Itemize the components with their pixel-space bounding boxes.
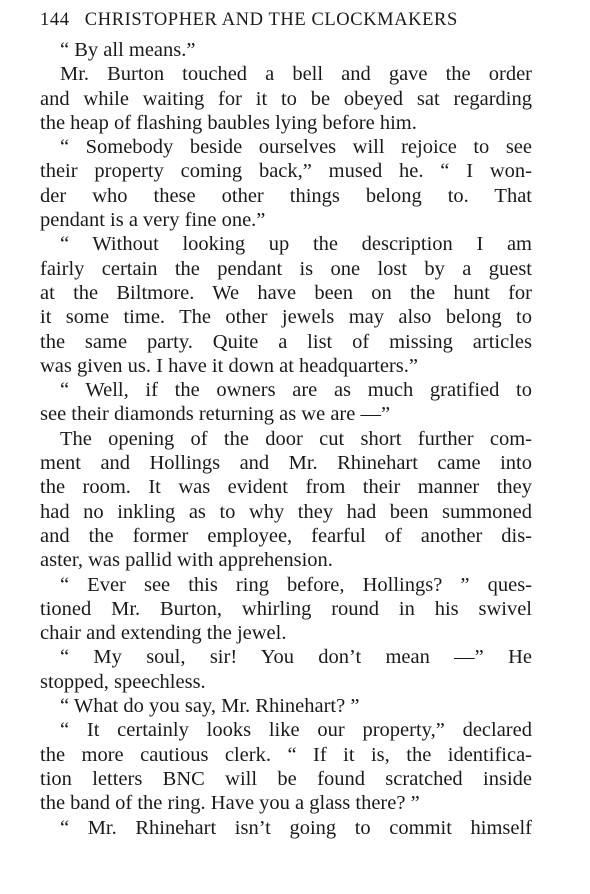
text-line: “ Mr. Rhinehart isn’t going to commit himself <box>60 816 532 839</box>
text-line: chair and extending the jewel. <box>40 622 287 645</box>
running-header <box>40 10 540 38</box>
text-line: pendant is a very fine one.” <box>40 209 266 232</box>
text-line: had no inkling as to why they had been summoned <box>40 500 532 523</box>
text-line: der who these other things belong to. That <box>40 184 532 207</box>
text-line: “ Without looking up the description I am <box>60 233 532 256</box>
text-line: it some time. The other jewels may also belong to <box>40 306 532 329</box>
text-line: ment and Hollings and Mr. Rhinehart came into <box>40 452 532 475</box>
text-line: “ By all means.” <box>60 39 196 61</box>
text-line: “ My soul, sir! You don’t mean —” He <box>60 646 532 669</box>
text-line: Mr. Burton touched a bell and gave the order <box>60 63 532 86</box>
text-line: their property coming back,” mused he. “ I won- <box>40 160 532 183</box>
text-line: aster, was pallid with apprehension. <box>40 549 333 572</box>
text-line: and the former employee, fearful of another dis- <box>40 524 532 547</box>
body-text <box>40 38 532 840</box>
text-line: “ What do you say, Mr. Rhinehart? ” <box>60 695 360 718</box>
text-line: tion letters BNC will be found scratched inside <box>40 767 532 790</box>
text-line: “ Somebody beside ourselves will rejoice to see <box>60 136 532 159</box>
text-line: the same party. Quite a list of missing articles <box>40 330 532 353</box>
text-line: was given us. I have it down at headquarters.” <box>40 354 418 377</box>
text-line: fairly certain the pendant is one lost by a guest <box>40 257 532 280</box>
text-line: stopped, speechless. <box>40 670 206 693</box>
running-title: CHRISTOPHER AND THE CLOCKMAKERS <box>84 10 458 30</box>
text-line: The opening of the door cut short further com- <box>60 427 532 450</box>
text-line: tioned Mr. Burton, whirling round in his swivel <box>40 597 532 620</box>
text-line: “ It certainly looks like our property,” declared <box>60 719 532 742</box>
text-line: the more cautious clerk. “ If it is, the identifica- <box>40 743 532 766</box>
page-number: 144 <box>40 10 70 30</box>
text-line: “ Ever see this ring before, Hollings? ” ques- <box>60 573 532 596</box>
text-line: the heap of flashing baubles lying before him. <box>40 111 417 134</box>
text-line: the band of the ring. Have you a glass there? ” <box>40 792 420 815</box>
text-line: the room. It was evident from their manner they <box>40 476 532 499</box>
text-line: and while waiting for it to be obeyed sat regarding <box>40 87 532 110</box>
text-line: “ Well, if the owners are as much gratified to <box>60 379 532 402</box>
text-line: at the Biltmore. We have been on the hunt for <box>40 281 532 304</box>
text-line: see their diamonds returning as we are —” <box>40 403 391 426</box>
